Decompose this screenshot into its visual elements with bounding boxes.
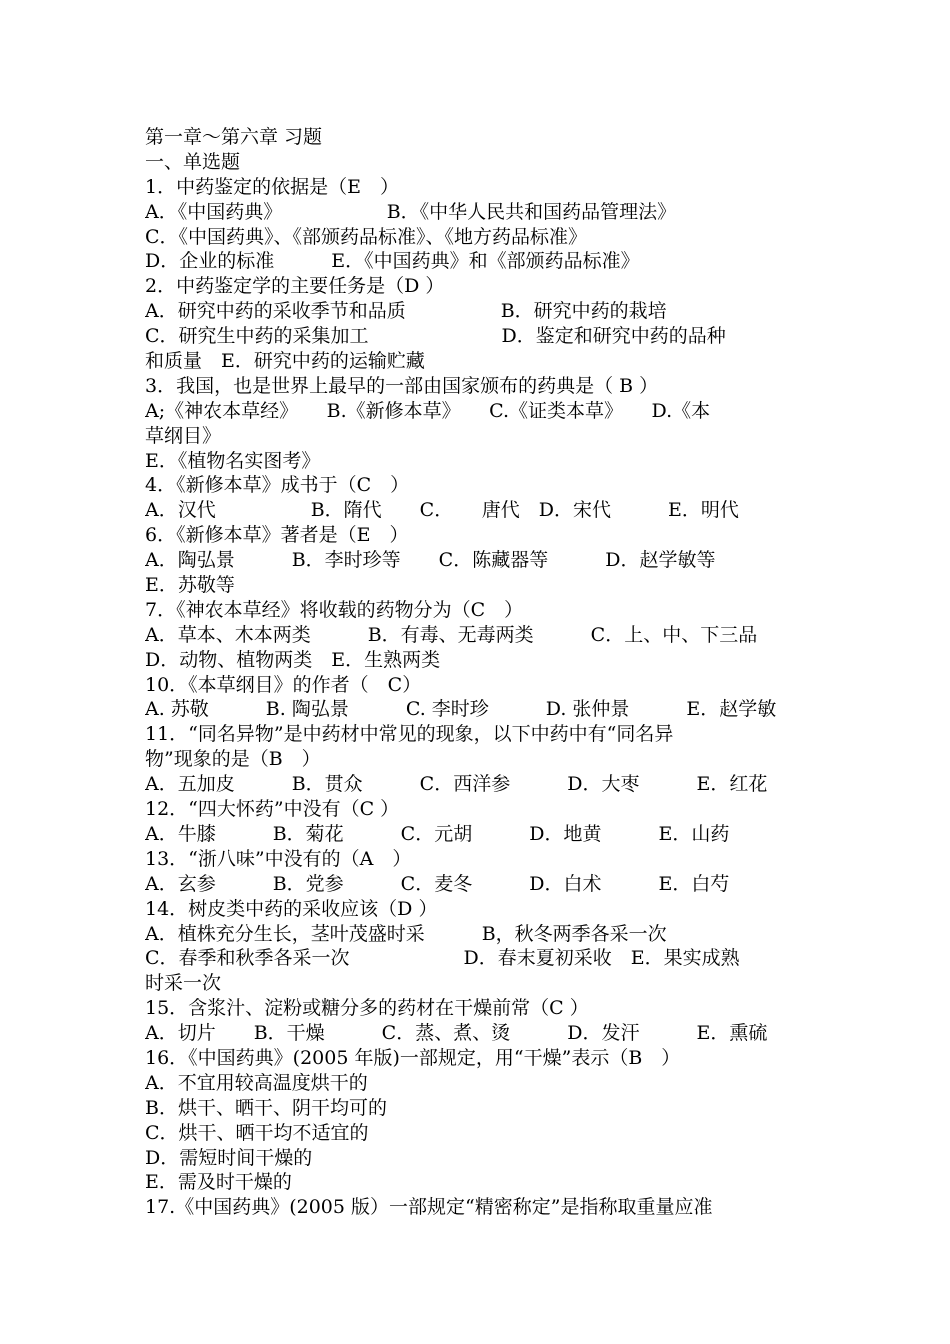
text-line: 和质量 E．研究中药的运输贮藏 [145,350,425,373]
text-line: D．动物、植物两类 E．生熟两类 [145,648,441,671]
text-line: 16．《中国药典》(2005 年版)一部规定，用“干燥”表示（B ） [145,1046,681,1069]
text-line: A．植株充分生长，茎叶茂盛时采 B，秋冬两季各采一次 [145,922,667,945]
text-line: A．汉代 B．隋代 C． 唐代 D．宋代 E．明代 [145,499,739,522]
text-line: E．需及时干燥的 [145,1171,292,1194]
text-line: 1．中药鉴定的依据是（E ） [145,175,399,198]
text-line: C．《中国药典》、《部颁药品标准》、《地方药品标准》 [145,225,588,248]
text-line: 4．《新修本草》成书于（C ） [145,474,410,497]
text-line: A．五加皮 B．贯众 C．西洋参 D．大枣 E．红花 [145,773,768,796]
text-line: 一、单选题 [145,150,241,173]
text-line: A．草本、木本两类 B．有毒、无毒两类 C．上、中、下三品 [145,623,758,646]
text-line: E．《植物名实图考》 [145,449,321,472]
text-line: A．切片 B．干燥 C．蒸、煮、烫 D．发汗 E．熏硫 [145,1022,768,1045]
text-line: 12．“四大怀药”中没有（C ） [145,798,400,821]
text-line: 物”现象的是（B ） [145,748,321,771]
text-line: A．研究中药的采收季节和品质 B．研究中药的栽培 [145,300,667,323]
text-line: A．陶弘景 B．李时珍等 C．陈藏器等 D．赵学敏等 [145,549,716,572]
text-line: D．企业的标准 E．《中国药典》和《部颁药品标准》 [145,250,640,273]
text-line: A．不宜用较高温度烘干的 [145,1071,368,1094]
text-line: 时采一次 [145,972,222,995]
document-body [145,125,815,1220]
text-line: 11．“同名异物”是中药材中常见的现象，以下中药中有“同名异 [145,723,674,746]
text-line: A．牛膝 B．菊花 C．元胡 D．地黄 E．山药 [145,822,730,845]
text-line: 3．我国，也是世界上最早的一部由国家颁布的药典是（ B ） [145,374,659,397]
text-line: 7．《神农本草经》将收载的药物分为（C ） [145,598,524,621]
text-line: C．春季和秋季各采一次 D．春末夏初采收 E．果实成熟 [145,947,740,970]
text-line: 第一章～第六章 习题 [145,126,323,148]
text-line: E．苏敬等 [145,574,235,597]
text-line: 13．“浙八味”中没有的（A ） [145,847,412,870]
text-line: D．需短时间干燥的 [145,1146,313,1169]
text-line: 15．含浆汁、淀粉或糖分多的药材在干燥前常（C ） [145,997,589,1020]
text-line: A. 苏敬 B. 陶弘景 C. 李时珍 D. 张仲景 E．赵学敏 [145,698,777,721]
text-line: 14．树皮类中药的采收应该（D ） [145,897,438,920]
text-line: 17.《中国药典》(2005 版）一部规定“精密称定”是指称取重量应准 [145,1196,713,1219]
text-line: C．烘干、晒干均不适宜的 [145,1121,369,1144]
text-line: A．玄参 B．党参 C．麦冬 D．白术 E．白芍 [145,872,730,895]
text-line: 10．《本草纲目》的作者（ C） [145,673,422,696]
text-line: B．烘干、晒干、阴干均可的 [145,1096,387,1119]
text-line: 草纲目》 [145,424,222,447]
text-line: 6．《新修本草》著者是（E ） [145,524,409,547]
text-line: A;《神农本草经》 B.《新修本草》 C.《证类本草》 D.《本 [145,399,711,422]
text-line: A．《中国药典》 B．《中华人民共和国药品管理法》 [145,200,677,223]
text-line: C．研究生中药的采集加工 D．鉴定和研究中药的品种 [145,325,726,348]
text-line: 2．中药鉴定学的主要任务是（D ） [145,275,445,298]
